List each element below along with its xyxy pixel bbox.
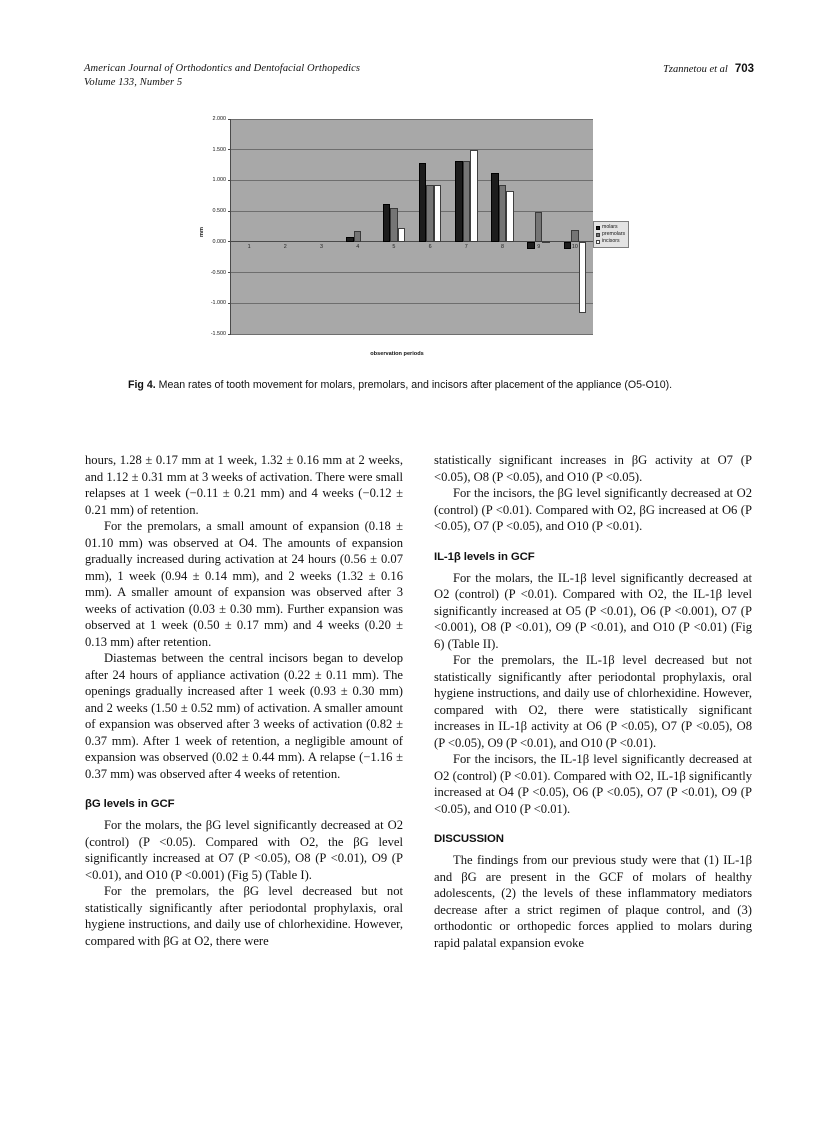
y-axis-tick [228, 180, 231, 181]
paragraph: For the premolars, the IL-1β level decreased but not statistically significantly after periodontal prophylaxis, oral hygiene instructions, and daily use of chlorhexidine. However, compared with O2, there were statistically significant increases in IL-1β activity at O6 (P <0.05), O7 (P <0.05), O8 (P <0.05), O9 (P <0.01), and O10 (P <0.01). [434, 653, 752, 750]
x-axis-tick-label: 10 [571, 243, 578, 250]
chart-gridline [231, 119, 593, 120]
y-axis-tick [228, 241, 231, 242]
paragraph: statistically significant increases in βG activity at O7 (P <0.05), O8 (P <0.05), and O10 (P <0.05). [434, 453, 752, 484]
bar-chart [197, 116, 626, 361]
body-column-left [85, 452, 403, 949]
chart-gridline [231, 334, 593, 335]
y-axis-tick-label: 1.500 [212, 146, 226, 153]
body-column-right [434, 452, 752, 951]
journal-volume-line: Volume 133, Number 5 [84, 77, 183, 88]
legend-swatch-icon [596, 226, 600, 230]
legend-item-premolars [596, 231, 625, 238]
paragraph: Diastemas between the central incisors began to develop after 24 hours of appliance activation (0.22 ± 0.11 mm). The openings gradually increased after 1 week (0.93 ± 0.30 mm) and 2 weeks (1.50 ± 0.52 mm) of activation. A smaller amount of expansion was observed after 3 weeks of activation (0.82 ± 0.37 mm). After 1 week of retention, a negligible amount of expansion was observed (0.02 ± 0.44 mm). A relapse (−1.16 ± 0.37 mm) was observed after 4 weeks of retention. [85, 651, 403, 781]
paragraph: hours, 1.28 ± 0.17 mm at 1 week, 1.32 ± 0.16 mm at 2 weeks, and 1.12 ± 0.31 mm at 3 weeks of activation. There were small relapses at 1 week (−0.11 ± 0.21 mm) and 4 weeks (−0.12 ± 0.21 mm) of retention. [85, 453, 403, 517]
y-axis-tick [228, 211, 231, 212]
chart-bar-molars [346, 237, 353, 242]
legend-swatch-icon [596, 240, 600, 244]
chart-bar-incisors [398, 228, 405, 242]
legend-label: premolars [602, 231, 626, 237]
legend-label: incisors [602, 238, 620, 244]
chart-bar-molars [383, 204, 390, 242]
chart-bar-premolars [499, 185, 506, 242]
paragraph: For the premolars, a small amount of expansion (0.18 ± 01.10 mm) was observed at O4. The amounts of expansion gradually increased during activation at 24 hours (0.56 ± 0.07 mm), 1 week (0.94 ± 0.14 mm), and 2 weeks (1.32 ± 0.16 mm). A smaller amount of expansion was observed after 3 weeks of activation (0.03 ± 0.30 mm). Further expansion was observed at 1 week (0.50 ± 0.17 mm) and 4 weeks (0.20 ± 0.13 mm) after retention. [85, 519, 403, 649]
y-axis-tick [228, 119, 231, 120]
chart-bar-incisors [470, 150, 477, 242]
figure-caption-text: Mean rates of tooth movement for molars, premolars, and incisors after placement of the appliance (O5-O10). [155, 379, 673, 391]
x-axis-tick-label: 5 [392, 243, 396, 250]
chart-bar-premolars [390, 208, 397, 242]
paragraph: For the incisors, the IL-1β level significantly decreased at O2 (control) (P <0.01). Compared with O2, IL-1β significantly increased at O4 (P <0.05), O6 (P <0.05), O7 (P <0.01), O9 (P <0.05), and O10 (P <0.01). [434, 752, 752, 816]
figure-4 [197, 116, 626, 361]
y-axis-tick-label: 1.000 [212, 177, 226, 184]
x-axis-tick-label: 6 [428, 243, 432, 250]
y-axis-tick [228, 334, 231, 335]
y-axis-tick [228, 272, 231, 273]
x-axis-tick-label: 4 [356, 243, 360, 250]
chart-bar-molars [455, 161, 462, 242]
paragraph: The findings from our previous study were that (1) IL-1β and βG are present in the GCF of molars of healthy adolescents, (2) the levels of these inflammatory mediators decrease after a strict regimen of plaque control, and (3) orthodontic or orthopedic forces applied to molars during rapid palatal expansion evoke [434, 853, 752, 950]
chart-bar-incisors [542, 241, 549, 243]
chart-gridline [231, 149, 593, 150]
legend-item-molars [596, 224, 625, 231]
running-head [84, 62, 754, 96]
y-axis-tick-label: 2.000 [212, 116, 226, 122]
chart-bar-incisors [579, 242, 586, 313]
chart-bar-molars [564, 242, 571, 249]
chart-bar-premolars [426, 185, 433, 242]
section-heading-bg-levels: βG levels in GCF [85, 798, 175, 810]
chart-bar-premolars [571, 230, 578, 242]
y-axis-tick [228, 149, 231, 150]
chart-bar-premolars [535, 212, 542, 242]
chart-legend [593, 221, 629, 248]
x-axis-tick-label: 3 [320, 243, 323, 250]
y-axis-tick-label: 0.000 [212, 238, 226, 245]
y-axis-title: mm [199, 227, 205, 237]
page-number: 703 [734, 63, 754, 75]
paragraph: For the premolars, the βG level decreased but not statistically significantly after periodontal prophylaxis, oral hygiene instructions, and daily use of chlorhexidine. However, compared with βG at O2, there were [85, 884, 403, 948]
y-axis-tick-label: -0.500 [210, 269, 226, 276]
figure-caption-label: Fig 4. [128, 379, 156, 391]
x-axis-tick-label: 9 [537, 243, 541, 250]
section-heading-discussion: DISCUSSION [434, 833, 504, 845]
chart-bar-premolars [354, 231, 361, 242]
legend-item-incisors [596, 238, 625, 245]
chart-gridline [231, 303, 593, 304]
chart-bar-incisors [434, 185, 441, 242]
chart-bar-molars [527, 242, 534, 249]
legend-swatch-icon [596, 233, 600, 237]
chart-gridline [231, 272, 593, 273]
journal-title [84, 62, 360, 90]
x-axis-title: observation periods [370, 351, 424, 357]
x-axis-tick-label: 8 [501, 243, 504, 250]
chart-bar-premolars [463, 161, 470, 242]
figure-caption [128, 378, 710, 393]
paragraph: For the molars, the IL-1β level significantly decreased at O2 (control) (P <0.01). Compared with O2, the IL-1β level significantly increased at O5 (P <0.01), O6 (P <0.001), O7 (P <0.001), O8 (P <0.01), O9 (P <0.01), and O10 (P <0.01) (Fig 6) (Table II). [434, 570, 752, 651]
paragraph: For the incisors, the βG level significantly decreased at O2 (control) (P <0.01). Compared with O2, βG increased at O6 (P <0.05), O7 (P <0.05), and O10 (P <0.01). [434, 486, 752, 533]
section-heading-il1b-levels: IL-1β levels in GCF [434, 550, 535, 563]
chart-plot-area [230, 119, 593, 335]
chart-bar-molars [491, 173, 498, 242]
chart-bar-molars [419, 163, 426, 242]
y-axis-tick [228, 303, 231, 304]
x-axis-tick-label: 7 [464, 243, 468, 250]
y-axis-tick-label: -1.500 [210, 331, 226, 337]
y-axis-tick-label: 0.500 [212, 208, 226, 215]
running-head-right [663, 62, 754, 77]
x-axis-tick-label: 1 [247, 243, 251, 250]
legend-label: molars [602, 224, 618, 230]
chart-gridline [231, 180, 593, 181]
authors-name: Tzannetou et al [663, 64, 728, 75]
y-axis-tick-label: -1.000 [210, 300, 226, 307]
journal-title-line1: American Journal of Orthodontics and Dentofacial Orthopedics [84, 63, 361, 74]
paragraph: For the molars, the βG level significantly decreased at O2 (control) (P <0.05). Compared with O2, the βG level significantly increased at O7 (P <0.05), O8 (P <0.01), O9 (P <0.01), and O10 (P <0.001) (Fig 5) (Table I). [85, 818, 403, 882]
chart-bar-incisors [506, 191, 513, 241]
x-axis-tick-label: 2 [283, 243, 287, 250]
